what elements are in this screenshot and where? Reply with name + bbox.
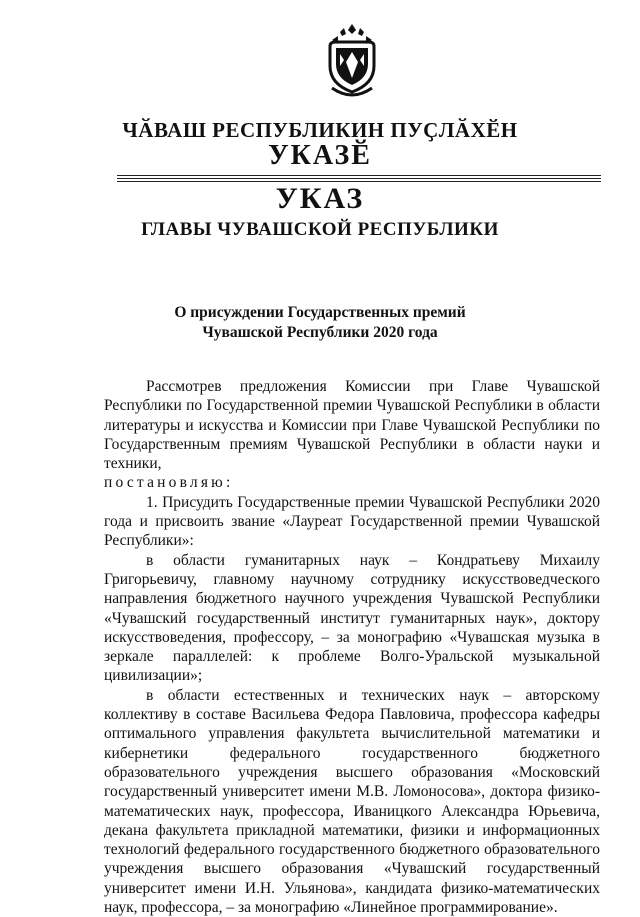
header-divider-mid: [117, 178, 601, 179]
preamble-paragraph: [104, 377, 600, 493]
resolution-word: постановляю:: [104, 474, 234, 492]
chuvash-title: УКАЗӖ: [268, 140, 372, 171]
russian-subtitle: ГЛАВЫ ЧУВАШСКОЙ РЕСПУБЛИКИ: [141, 219, 499, 240]
subject-line-2: Чувашской Республики 2020 года: [202, 324, 438, 341]
document-subject: [0, 303, 640, 343]
russian-title: УКАЗ: [275, 182, 365, 215]
subject-line-1: О присуждении Государственных премий: [174, 304, 466, 321]
document-body: [104, 377, 600, 917]
header-divider-top: [117, 175, 601, 176]
preamble-text: Рассмотрев предложения Комиссии при Главе Чувашской Республики по Государственной премии Чувашской Республики в области литературы и искусства и Комиссии при Главе Чувашской Республики по Государственным премиям Чувашской Республики в области науки и техники,: [104, 378, 600, 473]
chuvash-header-line: ЧӐВАШ РЕСПУБЛИКИН ПУҪЛӐХӖН: [122, 118, 518, 142]
clause-1-paragraph: 1. Присудить Государственные премии Чувашской Республики 2020 года и присвоить звание «Лауреат Государственной премии Чувашской Республики»:: [104, 493, 600, 550]
chuvashia-emblem-icon: [322, 22, 382, 102]
natural-sciences-award-paragraph: в области естественных и технических наук – авторскому коллективу в составе Васильева Федора Павловича, профессора кафедры оптимального управления факультета вычислительной математики и кибернетики федерального государственного бюджетного образовательного учреждения высшего образования «Московский государственный университет имени М.В. Ломоносова», доктора физико-математических наук, профессора, Иваницкого Александра Юрьевича, декана факультета прикладной математики, физики и информационных технологий федерального государственного бюджетного образовательного учреждения высшего образования «Чувашский государственный университет имени И.Н. Ульянова», кандидата физико-математических наук, профессора, – за монографию «Линейное программирование».: [104, 686, 600, 917]
humanities-award-paragraph: в области гуманитарных наук – Кондратьеву Михаилу Григорьевичу, главному научному сотруднику искусствоведческого направления бюджетного научного учреждения Чувашской Республики «Чувашский государственный институт гуманитарных наук», доктору искусствоведения, профессору, – за монографию «Чувашская музыка в зеркале параллелей: к проблеме Волго-Уральской музыкальной цивилизации»;: [104, 551, 600, 685]
